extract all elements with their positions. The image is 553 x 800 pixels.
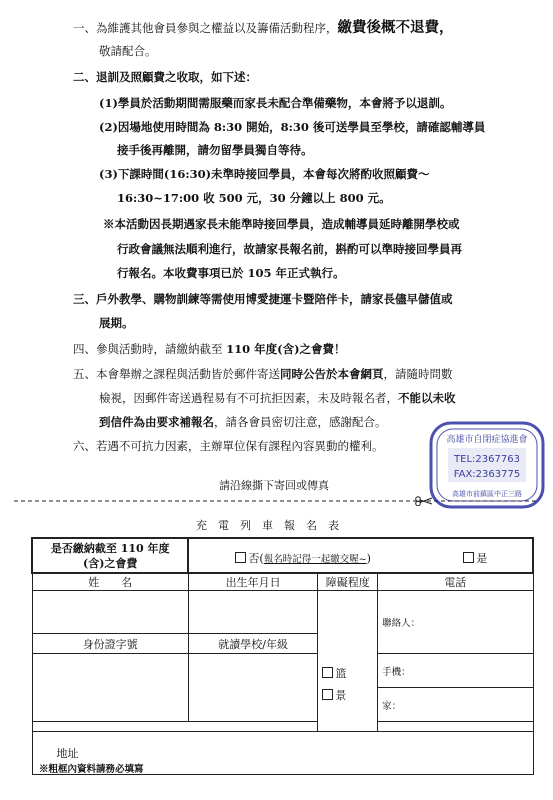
id-row — [32, 654, 533, 688]
stamp-tel: TEL:2367763 — [454, 454, 520, 465]
item-1-line-2: 敬請配合。 — [99, 44, 157, 58]
item-5-text-f: 到信件為由要求補報名 — [99, 415, 214, 429]
header-birthdate: 出生年月日 — [188, 573, 317, 591]
item-5-text-a: 五、本會舉辦之課程與活動皆於郵件寄送 — [73, 367, 280, 381]
cut-line — [14, 496, 536, 506]
school-field[interactable] — [188, 654, 317, 722]
address-label: 地址 — [56, 747, 79, 760]
spacer-row — [32, 722, 533, 732]
item-2-heading: 二、退訓及照顧費之收取，如下述： — [73, 70, 257, 84]
fee-no-note: 報名時記得一起繳交喔~ — [263, 554, 367, 565]
item-1-text: 一、為維護其他會員參與之權益以及籌備活動程序， — [73, 21, 338, 35]
fee-no-checkbox[interactable] — [235, 552, 246, 563]
stamp-fax: FAX:2363775 — [453, 469, 521, 480]
item-2-3-line-2: 16:30~17:00 收 500 元，30 分鐘以上 800 元。 — [117, 191, 391, 205]
item-2-3-line-1: (3)下課時間(16:30)未準時接回學員，本會每次將酌收照顧費～ — [99, 167, 430, 181]
item-5-text-g: ，請各會員密切注意，感謝配合。 — [214, 415, 387, 429]
note-line-3: 行報名。本收費事項已於 105 年正式執行。 — [117, 266, 345, 280]
item-6: 六、若遇不可抗力因素，主辦單位保有課程內容異動的權利。 — [73, 439, 384, 453]
header-phone: 電話 — [378, 573, 533, 591]
item-4-text: 四、參與活動時，請繳納截至 — [73, 342, 227, 356]
disability-option-2-label: 景 — [335, 689, 347, 702]
no-refund-notice: 繳費後概不退費， — [337, 20, 454, 36]
disability-cell — [318, 591, 378, 732]
item-3-line-1: 三、戶外教學、購物訓練等需使用博愛捷運卡暨陪伴卡，請家長儘早儲值或 — [73, 292, 453, 306]
item-5-text-c: ，請隨時問數 — [383, 367, 453, 381]
item-2-1: (1)學員於活動期間需服藥而家長未配合準備藥物，本會將予以退訓。 — [99, 96, 452, 110]
home-phone-label: 家： — [382, 700, 402, 712]
stamp-address: 高雄市前鎮區中正三路 — [452, 490, 522, 498]
mobile-label: 手機： — [382, 666, 411, 678]
id-number-field[interactable] — [32, 654, 188, 722]
item-5-line-1 — [73, 366, 453, 382]
item-5-text-e: 不能以未收 — [398, 391, 456, 405]
header-school: 就讀學校/年級 — [188, 634, 317, 654]
item-4-fee-year: 110 年度(含)之會費！ — [226, 342, 346, 356]
fee-no-option[interactable] — [235, 550, 371, 566]
form-footnote: ※粗框內資料請務必填寫 — [39, 764, 144, 775]
stamp-name: 高雄市自閉症協進會 — [446, 435, 528, 445]
item-3-line-2: 展期。 — [99, 316, 134, 330]
home-phone-cell[interactable] — [378, 688, 533, 722]
fee-question-cell — [32, 538, 188, 573]
disability-checkbox-1[interactable] — [322, 667, 333, 678]
disability-checkbox-2[interactable] — [322, 689, 333, 700]
item-5-text-d: 檢視，因郵件寄送過程易有不可抗拒因素，未及時報名者， — [99, 391, 398, 405]
item-1-line-1 — [73, 20, 454, 36]
item-5-website-notice: 同時公告於本會網頁 — [280, 367, 384, 381]
fee-question-line-2: (含)之會費 — [82, 556, 138, 570]
fee-answer-cell — [188, 538, 533, 573]
item-5-line-3 — [99, 414, 387, 430]
header-id-number: 身份證字號 — [32, 634, 188, 654]
fee-no-label: 否( — [248, 552, 264, 565]
spacer-cell — [32, 722, 318, 732]
header-disability: 障礙程度 — [318, 573, 378, 591]
spacer-cell-right — [378, 722, 533, 732]
name-field[interactable] — [32, 591, 188, 634]
cut-instruction: 請沿線撕下寄回或傳真 — [219, 479, 329, 492]
birthdate-field[interactable] — [188, 591, 317, 634]
fee-row — [32, 538, 533, 573]
item-5-line-2 — [99, 390, 456, 406]
contact-label: 聯絡人： — [382, 618, 421, 629]
fee-yes-label: 是 — [476, 552, 488, 565]
item-4 — [73, 341, 346, 357]
item-2-2-line-1: (2)因場地使用時間為 8:30 開始，8:30 後可送學員至學校，請確認輔導員 — [99, 120, 486, 134]
mobile-cell[interactable] — [378, 654, 533, 688]
fee-question-line-1: 是否繳納截至 110 年度 — [50, 541, 170, 555]
fee-no-close: ) — [366, 552, 371, 565]
header-row — [32, 573, 533, 591]
contact-cell[interactable] — [378, 591, 533, 654]
note-line-2: 行政會議無法順利進行，故請家長報名前，斟酌可以準時接回學員再 — [117, 242, 462, 256]
disability-option-1-label: 篮 — [335, 667, 347, 680]
disability-option-2[interactable] — [322, 687, 373, 703]
fee-yes-checkbox[interactable] — [463, 552, 474, 563]
header-name: 姓 名 — [32, 573, 188, 591]
registration-form — [31, 537, 534, 775]
fee-yes-option[interactable] — [463, 550, 487, 566]
form-title: 充 電 列 車 報 名 表 — [196, 519, 339, 532]
name-row — [32, 591, 533, 634]
item-2-2-line-2: 接手後再離開，請勿留學員獨自等待。 — [117, 143, 313, 157]
note-line-1: ※本活動因長期遇家長未能準時接回學員，造成輔導員延時離開學校或 — [103, 217, 460, 231]
disability-option-1[interactable] — [322, 665, 373, 681]
